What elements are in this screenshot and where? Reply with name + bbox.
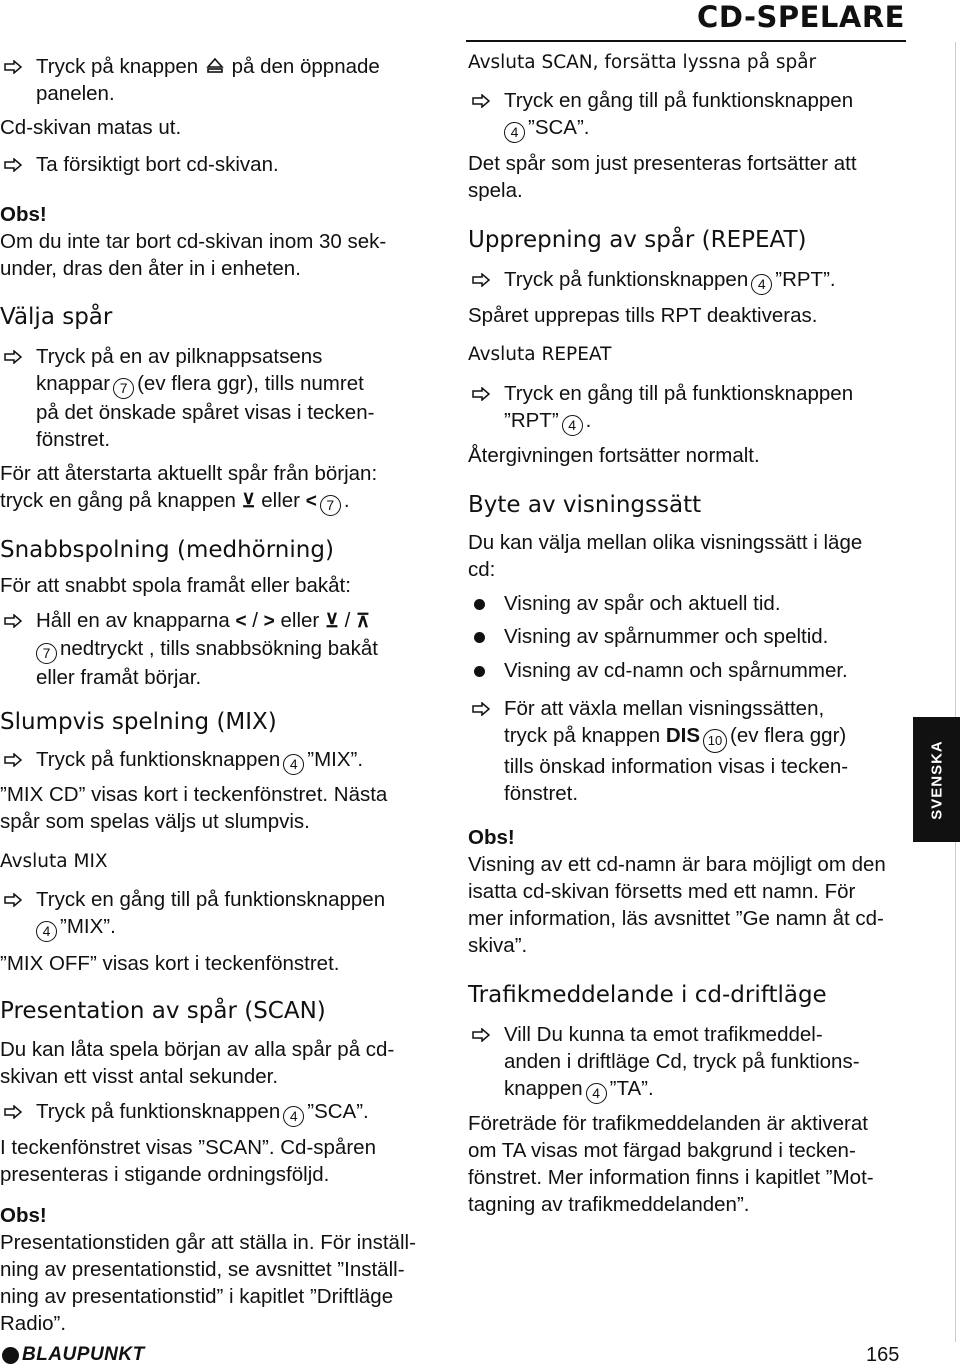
traffic-info: Företräde för trafikmeddelanden är aktiverat om TA visas mot färgad bakgrund i tecken- fönstret. Mer information finns i kapitlet ”Mot- tagning av trafikmeddelanden”. [468,1112,874,1216]
key-7-badge: 7 [36,643,57,664]
eject-bullet-2-text: Ta försiktigt bort cd-skivan. [36,153,279,176]
key-4-badge: 4 [283,1106,304,1127]
bullet-dot-icon [474,666,485,677]
left-key-icon: < [305,491,317,512]
key-10-badge: 10 [703,729,727,753]
key-4-badge: 4 [504,122,525,143]
right-arrow-outline-icon [4,1105,22,1119]
brand-logo [2,1344,145,1366]
key-4-badge: 4 [751,274,772,295]
repeat-result: Spåret upprepas tills RPT deaktiveras. [468,304,818,327]
right-arrow-outline-icon [4,893,22,907]
scan-off-bullet: Tryck en gång till på funktionsknappen 4 ”SCA”. [468,87,853,143]
section-title-repeat: Upprepning av spår (REPEAT) [468,227,807,253]
down-key-icon: ⊻ [324,611,339,632]
language-tab [913,717,960,842]
dis-key-label: DIS [665,724,701,747]
eject-bullet-1 [0,53,380,107]
brand-name: BLAUPUNKT [22,1344,145,1365]
key-4-badge: 4 [562,415,583,436]
key-4-badge: 4 [283,754,304,775]
section-title-select-track: Välja spår [0,304,113,330]
fast-search-intro: För att snabbt spola framåt eller bakåt: [0,574,351,597]
page-edge-line [955,42,956,1342]
section-title-traffic: Trafikmeddelande i cd-driftläge [468,982,827,1008]
right-arrow-outline-icon [472,273,490,287]
note-text: Presentationstiden går att ställa in. För inställ- ning av presentationstid, se avsnittet ”Inställ- ning av presentationstid” i kapitlet ”Driftläge Radio”. [0,1231,416,1335]
right-arrow-outline-icon [4,158,22,172]
language-tab-label: SVENSKA [928,739,945,820]
traffic-bullet: Vill Du kunna ta emot trafikmeddel- anden i driftläge Cd, tryck på funktions- knappen 4 ”TA”. [468,1021,860,1104]
section-title-display-mode: Byte av visningssätt [468,492,702,518]
note-label: Obs! [0,1204,47,1227]
scan-intro: Du kan låta spela början av alla spår på cd- skivan ett visst antal sekunder. [0,1038,395,1088]
right-arrow-outline-icon [472,387,490,401]
right-arrow-outline-icon [4,753,22,767]
eject-icon [206,57,224,75]
subsection-title-repeat-off: Avsluta REPEAT [468,344,612,365]
display-option-1: Visning av spår och aktuell tid. [468,590,781,617]
section-title-mix: Slumpvis spelning (MIX) [0,709,277,735]
key-7-badge: 7 [320,495,341,516]
right-arrow-outline-icon [4,60,22,74]
right-key-icon: > [263,611,275,632]
mix-off-result: ”MIX OFF” visas kort i teckenfönstret. [0,952,340,975]
mix-bullet: Tryck på funktionsknappen 4 ”MIX”. [0,746,363,775]
display-option-2: Visning av spårnummer och speltid. [468,623,828,650]
page-header [697,0,905,34]
scan-result: I teckenfönstret visas ”SCAN”. Cd-spåren presenteras i stigande ordningsföljd. [0,1136,376,1186]
display-bullet: För att växla mellan visningssätten, tryck på knappen DIS 10 (ev flera ggr) tills önskad information visas i tecken- fönstret. [468,695,848,807]
right-arrow-outline-icon [472,702,490,716]
mix-off-bullet: Tryck en gång till på funktionsknappen 4 ”MIX”. [0,886,385,942]
right-arrow-outline-icon [472,94,490,108]
page-number: 165 [866,1344,900,1366]
right-arrow-outline-icon [472,1028,490,1042]
right-arrow-outline-icon [4,350,22,364]
mix-result: ”MIX CD” visas kort i teckenfönstret. Nästa spår som spelas väljs ut slumpvis. [0,783,388,833]
note-label: Obs! [468,826,515,849]
eject-text-a: Tryck på knappen [36,55,199,78]
key-4-badge: 4 [586,1083,607,1104]
display-option-3: Visning av cd-namn och spårnummer. [468,657,848,684]
logo-disc-icon [2,1347,19,1364]
subsection-title-scan-off: Avsluta SCAN, forsätta lyssna på spår [468,52,817,73]
header-rule [466,40,906,42]
note-label: Obs! [0,203,47,226]
bullet-dot-icon [474,632,485,643]
section-title-scan: Presentation av spår (SCAN) [0,998,326,1024]
right-arrow-outline-icon [4,614,22,628]
note-text: Visning av ett cd-namn är bara möjligt om den isatta cd-skivan försetts med ett namn. För mer information, läs avsnittet ”Ge namn åt cd- skiva”. [468,853,886,957]
eject-result: Cd-skivan matas ut. [0,116,182,139]
down-key-icon: ⊻ [241,491,256,512]
key-7-badge: 7 [113,378,134,399]
eject-text-c: panelen. [36,82,115,105]
scan-bullet: Tryck på funktionsknappen 4 ”SCA”. [0,1098,369,1127]
chapter-title: CD-SPELARE [697,0,905,34]
subsection-title-mix-off: Avsluta MIX [0,851,108,872]
track-restart-text: För att återstarta aktuellt spår från början: tryck en gång på knappen ⊻ eller < 7 . [0,460,377,516]
repeat-off-bullet: Tryck en gång till på funktionsknappen ”RPT” 4 . [468,380,853,436]
display-intro: Du kan välja mellan olika visningssätt i läge cd: [468,531,863,581]
scan-off-result: Det spår som just presenteras fortsätter att spela. [468,152,857,202]
key-4-badge: 4 [36,921,57,942]
section-title-fast-search: Snabbspolning (medhörning) [0,537,334,563]
eject-bullet-2 [0,151,279,178]
note-text: Om du inte tar bort cd-skivan inom 30 sek- under, dras den åter in i enheten. [0,230,387,280]
repeat-off-result: Återgivningen fortsätter normalt. [468,444,760,467]
eject-text-b: på den öppnade [231,55,380,78]
bullet-dot-icon [474,599,485,610]
left-key-icon: < [235,611,247,632]
up-key-icon: ⊼ [355,611,370,632]
fast-search-bullet: Håll en av knapparna < / > eller ⊻ / ⊼ 7 nedtryckt , tills snabbsökning bakåt eller framåt börjar. [0,607,378,691]
repeat-bullet: Tryck på funktionsknappen 4 ”RPT”. [468,266,836,295]
track-bullet: Tryck på en av pilknappsatsens knappar 7 (ev flera ggr), tills numret på det önskade spåret visas i tecken- fönstret. [0,343,374,453]
